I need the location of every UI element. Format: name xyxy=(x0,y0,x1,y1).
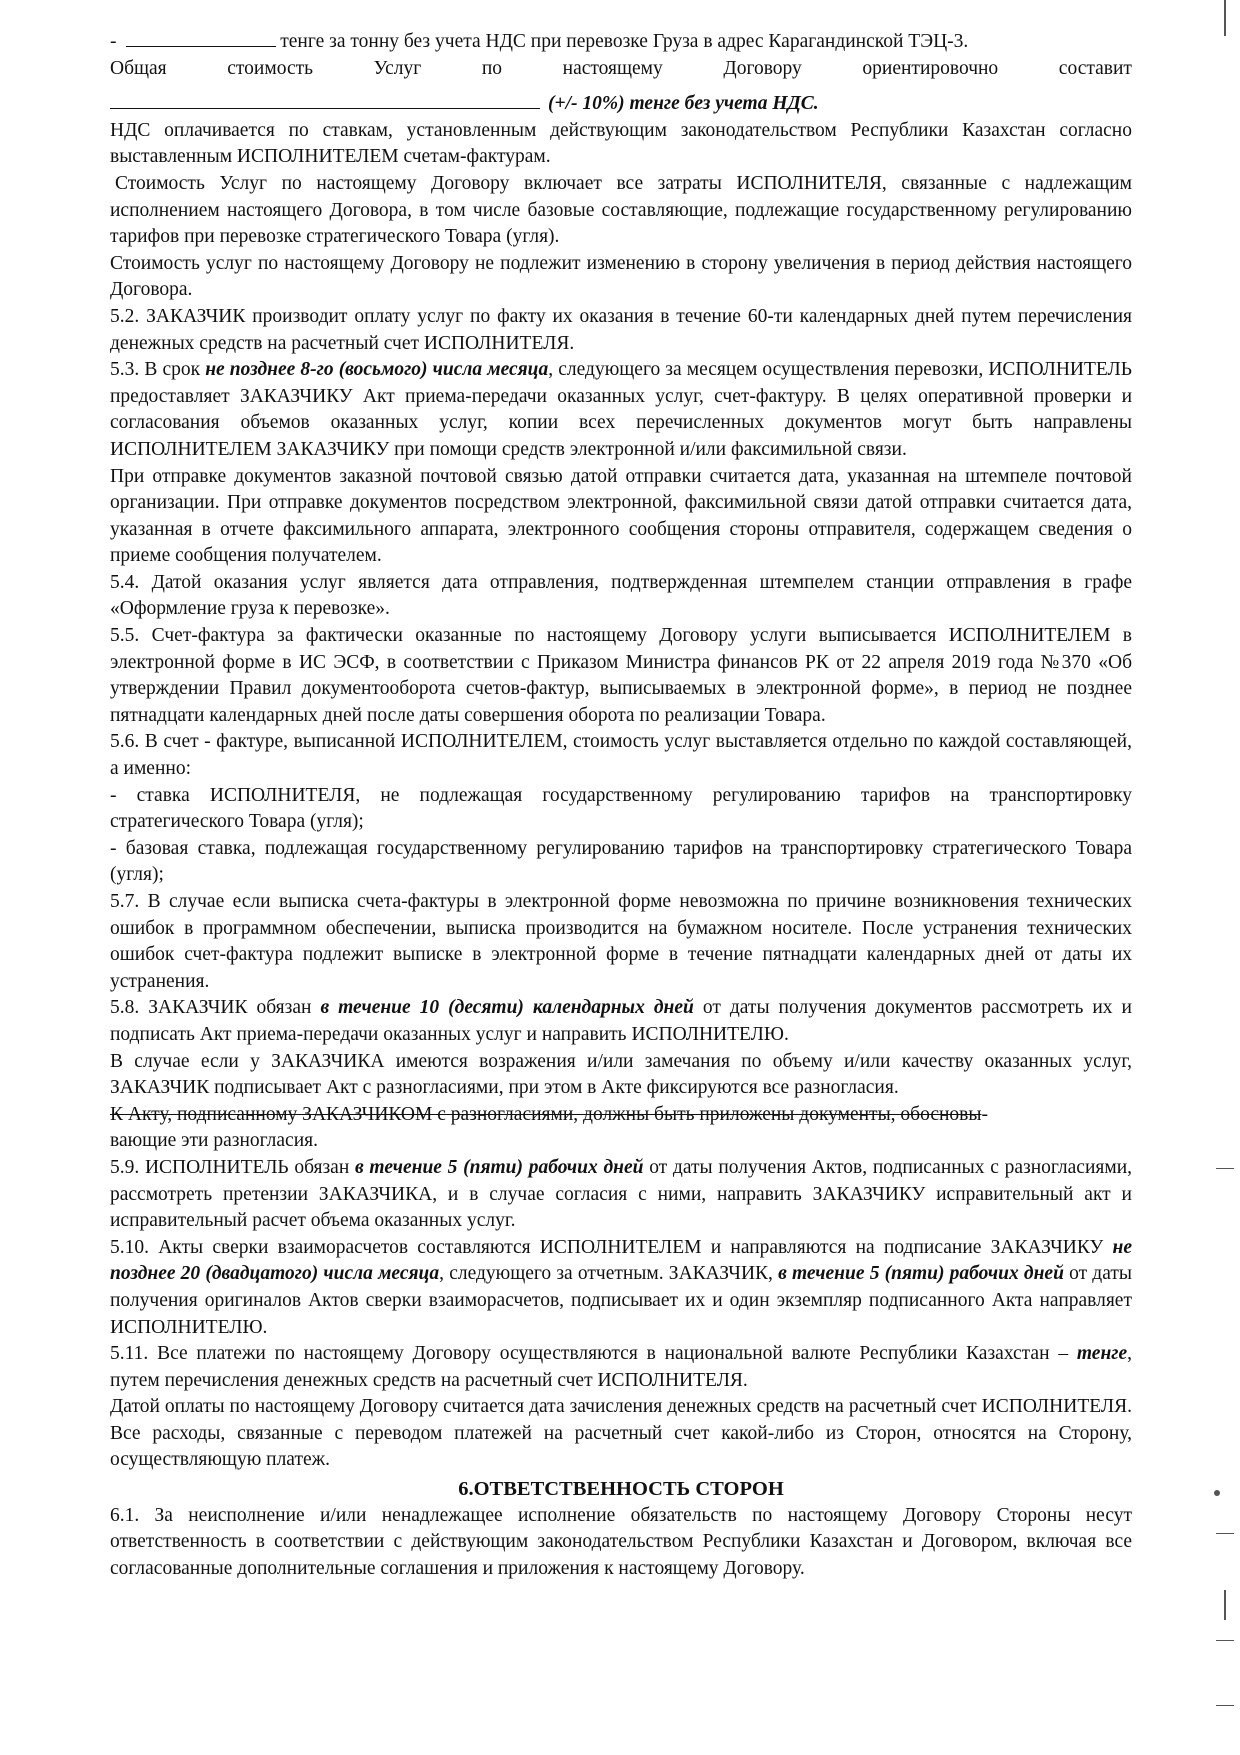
emphasis: тенге xyxy=(1076,1343,1128,1365)
text: 5.9. ИСПОЛНИТЕЛЬ обязан xyxy=(110,1156,355,1178)
emphasis: в течение 10 (десяти) календарных дней xyxy=(320,997,694,1019)
scan-mark xyxy=(1216,1168,1234,1169)
emphasis: не позднее 20 (двадцатого) числа месяца xyxy=(110,1236,1132,1285)
word: составит xyxy=(1058,57,1132,79)
dash: - xyxy=(110,31,127,52)
text: от даты получения Актов, подписанных с разногласиями, рассмотреть претензии ЗАКАЗЧИКА, и в случае согласия с ними, направить ЗАКАЗЧИКУ исправительный акт и исправительный расчет объема оказанных услуг. xyxy=(110,1156,1133,1232)
word: Услуг xyxy=(373,57,422,79)
document-page xyxy=(110,26,1132,1582)
price-line-text: тенге за тонну без учета НДС при перевозке Груза в адрес Карагандинской ТЭЦ-3. xyxy=(280,31,969,52)
emphasis: в течение 5 (пяти) рабочих дней xyxy=(355,1156,644,1178)
section-heading: 6.ОТВЕТСТВЕННОСТЬ СТОРОН xyxy=(458,1478,784,1501)
paragraph: Датой оплаты по настоящему Договору считается дата зачисления денежных средств на расчетный счет ИСПОЛНИТЕЛЯ. Все расходы, связанные с переводом платежей на расчетный счет какой-либо из Сторон, относятся на Сторону, осуществляющую платеж. xyxy=(110,1396,1132,1471)
scan-mark xyxy=(1214,1490,1220,1496)
text: от даты получения документов рассмотреть их и подписать Акт приема-передачи оказанных услуг и направить ИСПОЛНИТЕЛЮ. xyxy=(110,997,1132,1045)
paragraph-5-6: 5.6. В счет - фактуре, выписанной ИСПОЛНИТЕЛЕМ, стоимость услуг выставляется отдельно по каждой составляющей, а именно: xyxy=(110,731,1132,780)
total-cost-line xyxy=(110,56,1132,83)
scan-mark xyxy=(1216,1533,1234,1534)
paragraph-5-3 xyxy=(110,357,1132,463)
total-amount-line xyxy=(110,88,1132,118)
paragraph-5-2: 5.2. ЗАКАЗЧИК производит оплату услуг по факту их оказания в течение 60-ти календарных дней путем перечисления денежных средств на расчетный счет ИСПОЛНИТЕЛЯ. xyxy=(110,305,1132,354)
paragraph: При отправке документов заказной почтовой связью датой отправки считается дата, указанная на штемпеле почтовой организации. При отправке документов посредством электронной, факсимильной связи датой отправки считается дата, указанная в отчете факсимильного аппарата, электронного сообщения стороны отправителя, содержащем сведения о приеме сообщения получателем. xyxy=(110,465,1132,567)
price-blank xyxy=(126,26,276,47)
scan-mark xyxy=(1224,0,1226,36)
word: по xyxy=(481,57,503,79)
paragraph: НДС оплачивается по ставкам, установленным действующим законодательством Республики Казахстан согласно выставленным ИСПОЛНИТЕЛЕМ счетам-фактурам. xyxy=(110,119,1132,168)
paragraph-5-5: 5.5. Счет-фактура за фактически оказанные по настоящему Договору услуги выписывается ИСПОЛНИТЕЛЕМ в электронной форме в ИС ЭСФ, в соответствии с Приказом Министра финансов РК от 22 апреля 2019 года №370 «Об утверждении Правил документооборота счетов-фактур, выписываемых в электронной форме», в период не позднее пятнадцати календарных дней после даты совершения оборота по реализации Товара. xyxy=(110,625,1132,726)
text: , следующего за отчетным. ЗАКАЗЧИК, xyxy=(439,1263,779,1285)
text: 5.8. ЗАКАЗЧИК обязан xyxy=(110,997,321,1019)
paragraph: Стоимость Услуг по настоящему Договору включает все затраты ИСПОЛНИТЕЛЯ, связанные с надлежащим исполнением настоящего Договора, в том числе базовые составляющие, подлежащие государственному регулированию тарифов при перевозке стратегического Товара (угля). xyxy=(110,172,1132,248)
scan-mark xyxy=(1216,1640,1234,1641)
word: Договору xyxy=(723,57,802,79)
paragraph-5-8 xyxy=(110,995,1132,1048)
paragraph-6-1: 6.1. За неисполнение и/или ненадлежащее исполнение обязательств по настоящему Договору Стороны несут ответственность в соответствии с действующим законодательством Республики Казахстан и Договором, включая все согласованные дополнительные соглашения и приложения к настоящему Договору. xyxy=(110,1504,1132,1579)
text: 5.10. Акты сверки взаиморасчетов составляются ИСПОЛНИТЕЛЕМ и направляются на подписание ЗАКАЗЧИКУ xyxy=(110,1236,1113,1258)
emphasis: в течение 5 (пяти) рабочих дней xyxy=(778,1263,1064,1285)
scan-edge-marks xyxy=(1210,0,1234,1755)
text: от даты получения оригиналов Актов сверки взаиморасчетов, подписывает их и один экземпляр подписанного Акта направляет ИСПОЛНИТЕЛЮ. xyxy=(110,1263,1132,1338)
paragraph-5-11 xyxy=(110,1341,1132,1394)
list-item: - ставка ИСПОЛНИТЕЛЯ, не подлежащая государственному регулированию тарифов на транспортировку стратегического Товара (угля); xyxy=(110,784,1132,833)
amount-blank xyxy=(110,88,540,109)
paragraph-5-7: 5.7. В случае если выписка счета-фактуры в электронной форме невозможна по причине возникновения технических ошибок в программном обеспечении, выписка производится на бумажном носителе. После устранения технических ошибок счет-фактура подлежит выписке в электронной форме в течение пятнадцати календарных дней от даты их устранения. xyxy=(110,891,1132,992)
text: вающие эти разногласия. xyxy=(110,1130,318,1152)
paragraph-5-10 xyxy=(110,1235,1132,1341)
price-line xyxy=(110,26,1132,56)
word: настоящему xyxy=(562,57,663,79)
text: К Акту, подписанному ЗАКАЗЧИКОМ с разногласиями, должны быть приложены документы, обосновы xyxy=(110,1103,982,1125)
text: 5.11. Все платежи по настоящему Договору осуществляются в национальной валюте Республики Казахстан – xyxy=(110,1343,1077,1365)
word: Общая xyxy=(110,57,167,79)
paragraph: В случае если у ЗАКАЗЧИКА имеются возражения и/или замечания по объему и/или качеству оказанных услуг, ЗАКАЗЧИК подписывает Акт с разногласиями, при этом в Акте фиксируются все разногласия. xyxy=(110,1050,1132,1099)
text: 5.3. В срок xyxy=(110,359,206,381)
paragraph: К Акту, подписанному ЗАКАЗЧИКОМ с разногласиями, должны быть приложены документы, обосновы- вающие эти разногласия. xyxy=(110,1103,988,1152)
word: ориентировочно xyxy=(862,57,999,79)
scan-mark xyxy=(1216,1705,1234,1706)
word: стоимость xyxy=(227,57,314,79)
paragraph-5-4: 5.4. Датой оказания услуг является дата отправления, подтвержденная штемпелем станции отправления в графе «Оформление груза к перевозке». xyxy=(110,571,1132,620)
list-item: - базовая ставка, подлежащая государственному регулированию тарифов на транспортировку стратегического Товара (угля); xyxy=(110,837,1132,886)
text: , следующего за месяцем осуществления перевозки, ИСПОЛНИТЕЛЬ предоставляет ЗАКАЗЧИКУ Акт приема-передачи оказанных услуг, счет-фактуру. В целях оперативной проверки и согласования объемов оказанных услуг, копии всех перечисленных документов могут быть направлены ИСПОЛНИТЕЛЕМ ЗАКАЗЧИКУ при помощи средств электронной и/или факсимильной связи. xyxy=(110,359,1132,460)
text: , путем перечисления денежных средств на расчетный счет ИСПОЛНИТЕЛЯ. xyxy=(110,1343,1132,1391)
scan-mark xyxy=(1224,1590,1226,1620)
amount-suffix: (+/- 10%) тенге без учета НДС. xyxy=(548,93,819,115)
paragraph: Стоимость услуг по настоящему Договору не подлежит изменению в сторону увеличения в период действия настоящего Договора. xyxy=(110,252,1132,301)
paragraph-5-9 xyxy=(110,1155,1132,1235)
emphasis: не позднее 8-го (восьмого) числа месяца xyxy=(205,359,549,381)
